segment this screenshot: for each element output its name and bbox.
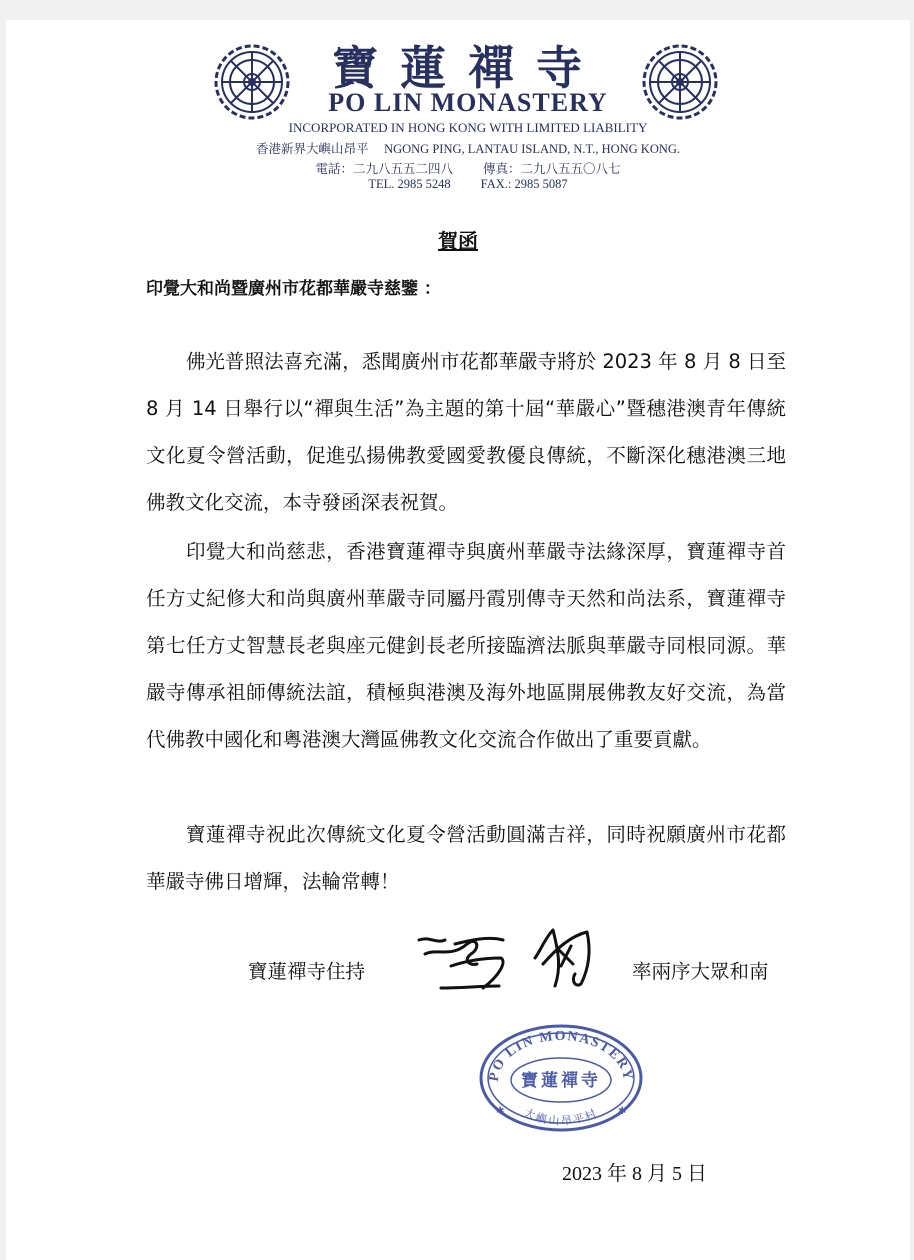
signer-closing: 率兩序大眾和南 [632,960,769,983]
body-paragraph: 寶蓮禪寺祝此次傳統文化夏令營活動圓滿吉祥，同時祝願廣州市花都華嚴寺佛日增輝，法輪常轉！ [146,823,786,893]
letter-title: 賀函 [438,229,478,253]
salutation: 印覺大和尚暨廣州市花都華嚴寺慈鑒 ： [146,279,441,299]
body-paragraph: 印覺大和尚慈悲，香港寶蓮禪寺與廣州華嚴寺法緣深厚，寶蓮禪寺首任方丈紀修大和尚與廣州華嚴寺同屬丹霞別傳寺天然和尚法系，寶蓮禪寺第七任方丈智慧長老與座元健釗長老所接臨濟法脈與華嚴寺同根同源。華嚴寺傳承祖師傳統法誼，積極與港澳及海外地區開展佛教友好交流，為當代佛教中國化和粵港澳大灣區佛教文化交流合作做出了重要貢獻。 [146,540,786,751]
phone-chinese: 電話：二九八五五二四八 [315,162,453,176]
svg-text:寶蓮禪寺: 寶蓮禪寺 [521,1071,601,1091]
contact-line-english [166,177,770,192]
address-line [166,139,770,157]
address-english: NGONG PING, LANTAU ISLAND, N.T., HONG KONG. [384,142,681,156]
svg-text:✱: ✱ [496,1106,505,1117]
svg-text:✱: ✱ [618,1106,627,1117]
body-paragraph: 佛光普照法喜充滿，悉聞廣州市花都華嚴寺將於 2023 年 8 月 8 日至 8 月 14 日舉行以“禪與生活”為主題的第十屆“華嚴心”暨穗港澳青年傳統文化夏令營活動，促進弘揚佛教愛國愛教優良傳統，不斷深化穗港澳三地佛教文化交流，本寺發函深表祝賀。 [146,350,786,514]
incorporation-line: INCORPORATED IN HONG KONG WITH LIMITED LIABILITY [288,120,648,135]
fax-english: FAX.: 2985 5087 [480,177,568,191]
handwritten-signature [411,914,611,994]
monastery-seal [476,1022,646,1134]
monastery-name-chinese: 寶蓮禪寺 [332,41,604,95]
contact-line-chinese [166,159,770,177]
monastery-name-english: PO LIN MONASTERY [328,88,608,117]
address-chinese: 香港新界大嶼山昂平 [255,142,369,156]
letter-page [6,20,910,1260]
letter-date: 2023 年 8 月 5 日 [562,1163,707,1185]
fax-chinese: 傳真：二九八五五〇八七 [483,162,621,176]
phone-english: TEL. 2985 5248 [368,177,451,191]
signer-title: 寶蓮禪寺住持 [248,960,366,983]
svg-text:PO LIN MONASTERY: PO LIN MONASTERY [486,1028,636,1083]
svg-text:大嶼山昂平村: 大嶼山昂平村 [521,1106,601,1128]
